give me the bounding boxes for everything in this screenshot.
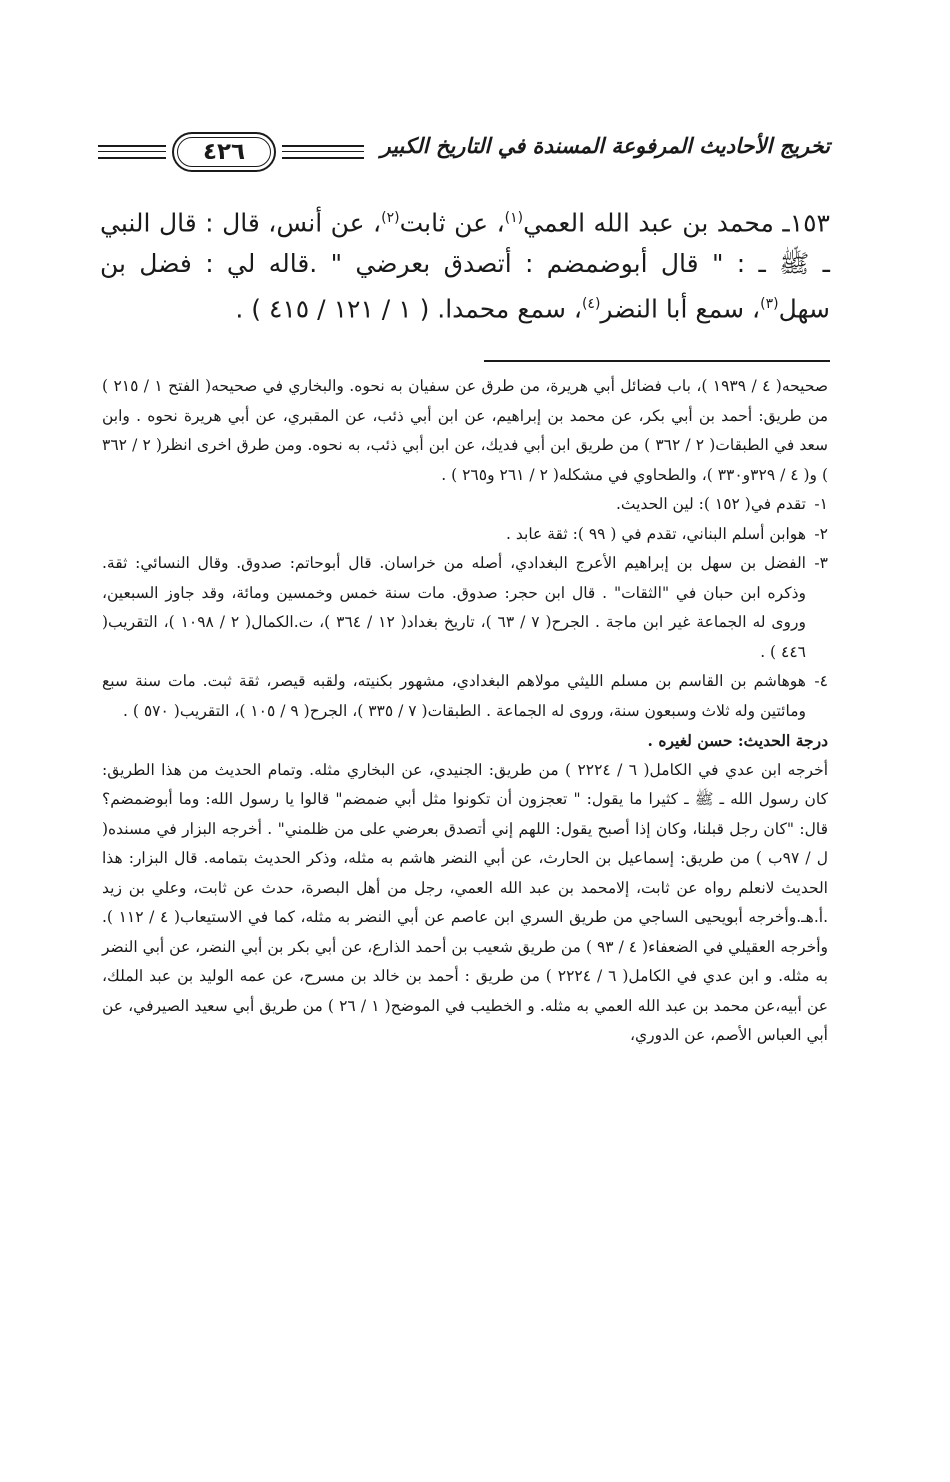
footnote-ref-3: (٣): [760, 296, 779, 313]
entry-part-1: ١٥٣ـ محمد بن عبد الله العمي: [523, 208, 830, 238]
page-number: ٤٢٦: [202, 139, 246, 165]
running-title: تخريج الأحاديث المرفوعة المسندة في التاريخ الكبير: [380, 134, 830, 158]
footnote-3: [102, 549, 828, 667]
footnote-number: ٢-: [814, 524, 828, 543]
hadith-entry: [100, 198, 830, 330]
footnote-4: [102, 667, 828, 726]
footnote-number: ٤-: [814, 672, 828, 690]
takhrij-text: أخرجه ابن عدي في الكامل( ٦ / ٢٢٢٤ ) من طريق: الجنيدي، عن البخاري مثله. وتمام الحديث من هذا الطريق: كان رسول الله ـ ﷺ ـ كثيرا ما يقول: " تعجزون أن تكونوا مثل أبي ضمضم" قالوا يا رسول الله: وما أبوضمضم؟ قال: "كان رجل قبلنا، وكان إذا أصبح يقول: اللهم إني أتصدق بعرضي على من ظلمني" . أخرجه البزار في مسنده( ل / ٩٧ب ) من طريق: إسماعيل بن الحارث، عن أبي النضر هاشم به مثله، وذكر الحديث بتمامه. قال البزار: هذا الحديث لانعلم رواه عن ثابت، إلامحمد بن عبد الله العمي، رجل من أهل البصرة، حدث عن ثابت، وعلي بن زيد .أ.هـ.وأخرجه أبويحيى الساجي من طريق السري ابن عاصم عن أبي النضر به مثله، كما في الاستيعاب( ٤ / ١١٢ ). وأخرجه العقيلي في الضعفاء( ٤ / ٩٣ ) من طريق شعيب بن أحمد الذارع، عن أبي بكر بن أبي النضر، عن أبي النضر به مثله. و ابن عدي في الكامل( ٦ / ٢٢٢٤ ) من طريق : أحمد بن خالد بن مسرح، عن عمه الوليد بن عبد الملك، عن أبيه،عن محمد بن عبد الله العمي به مثله. و الخطيب في الموضح( ١ / ٢٦ ) من طريق أبي سعيد الصيرفي، عن أبي العباس الأصم، عن الدوري،: [102, 760, 829, 1044]
entry-part-4: ، سمع أبا النضر: [600, 294, 761, 324]
page-number-badge: [172, 132, 276, 172]
hadith-grade: درجة الحديث: حسن لغيره .: [647, 731, 828, 750]
footnote-text: هوهاشم بن القاسم بن مسلم الليثي مولاهم البغدادي، مشهور بكنيته، ولقبه قيصر، ثقة ثبت. مات سنة سبع ومائتين وله ثلاث وسبعون سنة، وروى له الجماعة . الطبقات( ٧ / ٣٣٥ )، الجرح( ٩ / ١٠٥ )، التقريب( ٥٧٠ ) .: [102, 672, 806, 720]
footnote-text: تقدم في( ١٥٢ ): لين الحديث.: [616, 495, 806, 513]
footnote-ref-1: (١): [504, 210, 524, 226]
footnote-ref-4: (٤): [581, 296, 601, 313]
footnotes: [102, 372, 828, 1051]
footnote-number: ١-: [814, 495, 828, 513]
entry-part-2: ، عن ثابت: [399, 208, 505, 238]
page-header: [98, 128, 830, 178]
footnote-text: هوابن أسلم البناني، تقدم في ( ٩٩ ): ثقة عابد .: [506, 524, 806, 543]
footnote-1: [102, 490, 828, 520]
footnote-text: الفضل بن سهل بن إبراهيم الأعرج البغدادي، أصله من خراسان. قال أبوحاتم: صدوق. وقال النسائي: ثقة. وذكره ابن حبان في "الثقات" . قال ابن حجر: صدوق. مات سنة خمس وخمسين ومائة، وقد جاوز السبعين، وروى له الجماعة غير ابن ماجة . الجرح( ٧ / ٦٣ )، تاريخ بغداد( ١٢ / ٣٦٤ )، ت.الكمال( ٢ / ١٠٩٨ )، التقريب( ٤٤٦ ) .: [102, 554, 806, 661]
header-rule-middle: [282, 145, 364, 159]
header-rule-left: [98, 145, 166, 159]
footnote-continuation: صحيحه( ٤ / ١٩٣٩ )، باب فضائل أبي هريرة، من طرق عن سفيان به نحوه. والبخاري في صحيحه( الفتح ١ / ٢١٥ ) من طريق: أحمد بن أبي بكر، عن محمد بن إبراهيم، عن ابن أبي ذئب، عن المقبري، عن أبي هريرة نحوه . وابن سعد في الطبقات( ٢ / ٣٦٢ ) من طريق ابن أبي فديك، عن ابن أبي ذئب، به نحوه. ومن طرق اخرى انظر( ٢ / ٣٦٢ ) و( ٤ / ٣٢٩و٣٣٠ )، والطحاوي في مشكله( ٢ / ٢٦١ و٢٦٥ ) .: [102, 377, 828, 484]
footnote-number: ٣-: [814, 554, 828, 572]
entry-part-3: ، عن أنس، قال : قال النبي ـ ﷺ ـ : " قال أبوضمضم : أتصدق بعرضي " .قاله لي : فضل بن سهل: [100, 208, 830, 324]
entry-part-5: ، سمع محمدا. ( ١ / ١٢١ / ٤١٥ ) .: [235, 294, 582, 324]
footnote-separator: [484, 360, 830, 362]
footnote-2: [102, 520, 828, 550]
footnote-ref-2: (٢): [381, 210, 400, 226]
